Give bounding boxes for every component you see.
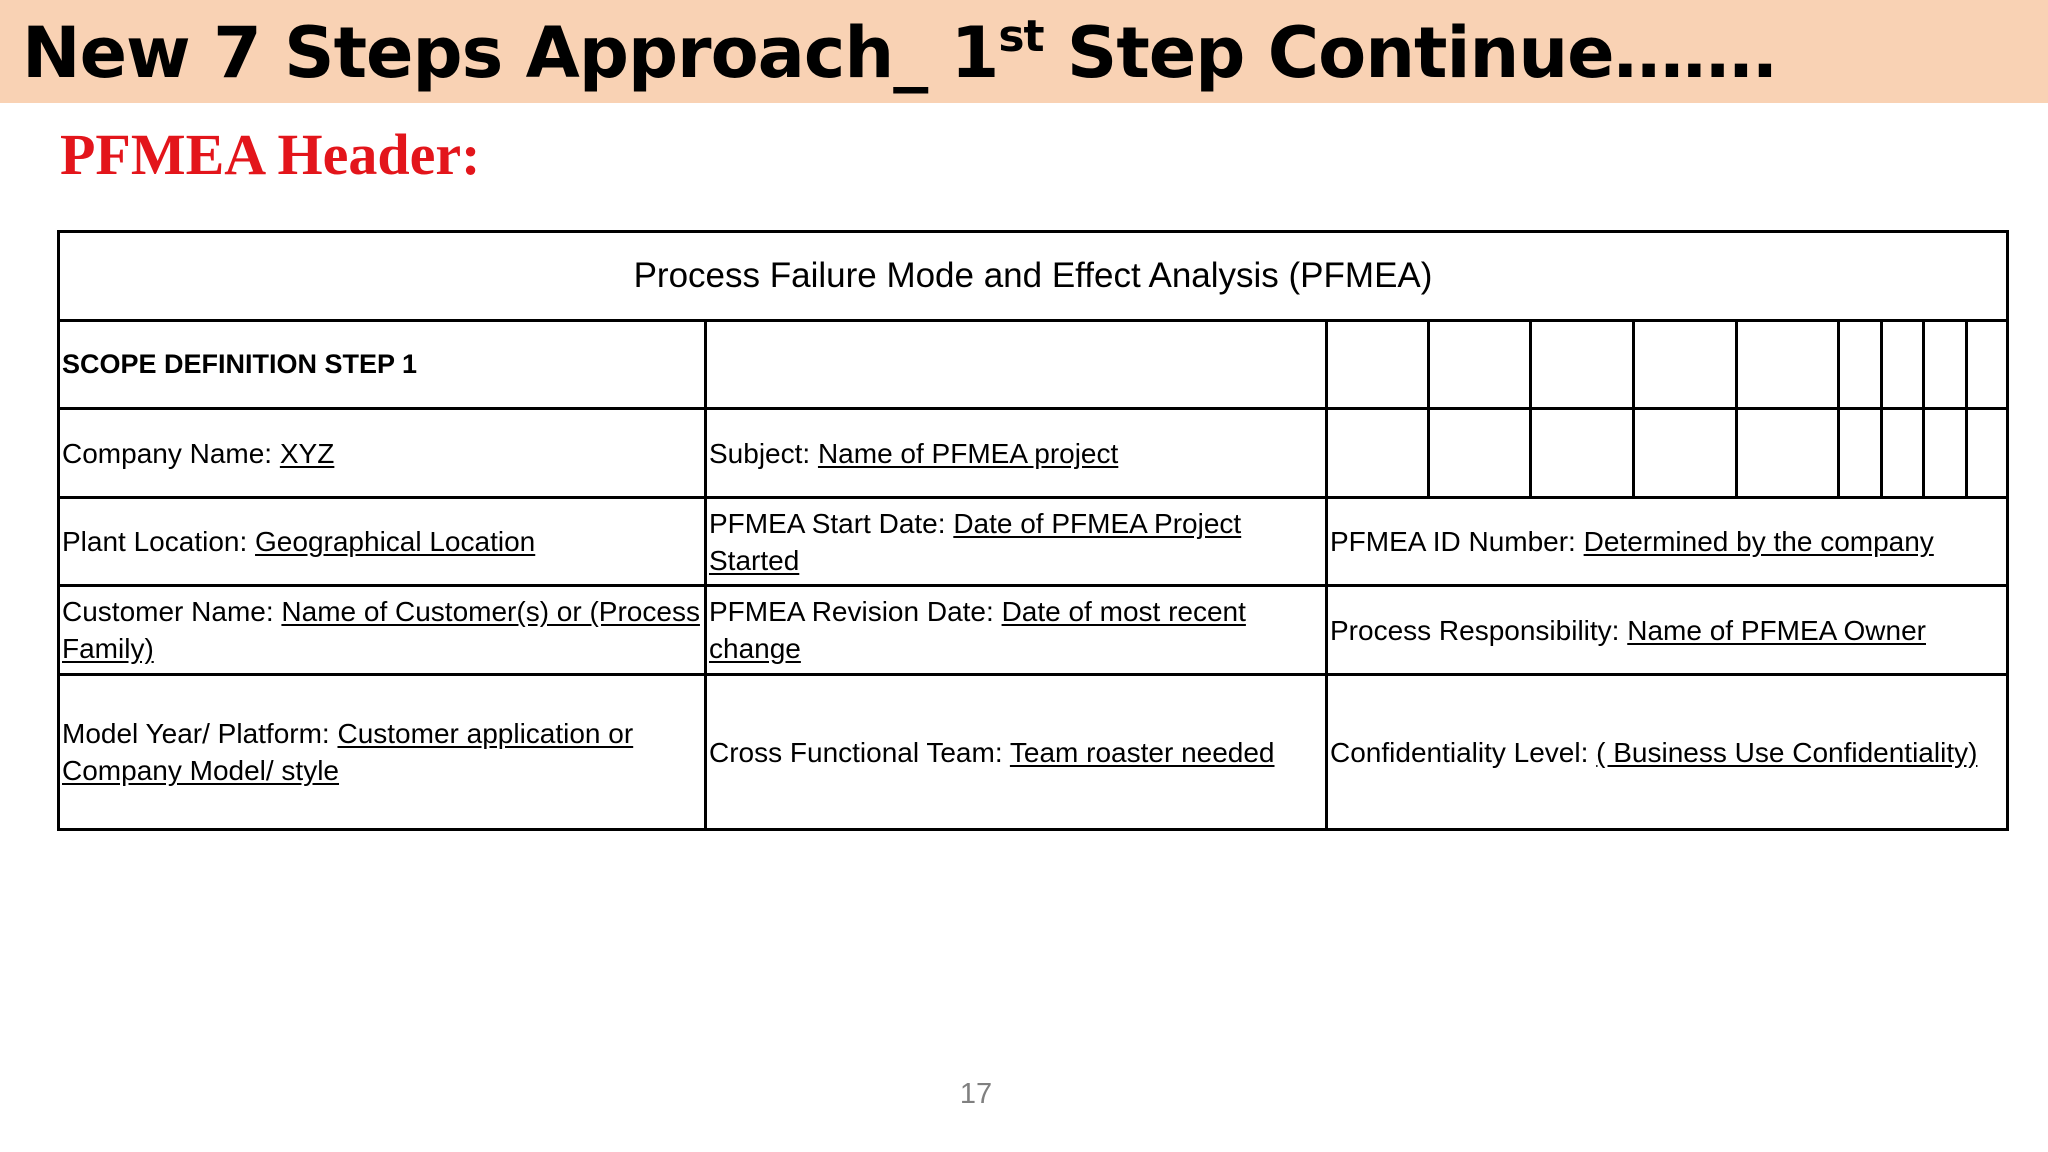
slide-title-main: New 7 Steps Approach_ 1 bbox=[22, 12, 999, 94]
plant-location-value: Geographical Location bbox=[255, 526, 536, 557]
box-divider bbox=[1922, 319, 1925, 499]
slide-title-rest: Step Continue……. bbox=[1043, 12, 1778, 94]
pfmea-id-value: Determined by the company bbox=[1583, 526, 1934, 557]
subject-value: Name of PFMEA project bbox=[817, 437, 1119, 469]
box-divider bbox=[1837, 319, 1840, 499]
section-heading: PFMEA Header: bbox=[60, 122, 481, 187]
box-divider bbox=[1632, 319, 1635, 499]
model-year-value: Customer application or Company Model/ style bbox=[62, 718, 634, 786]
start-date-label: PFMEA Start Date: bbox=[709, 507, 954, 539]
slide-title-superscript: st bbox=[998, 11, 1044, 62]
revision-date-value: Date of most recent change bbox=[709, 596, 1246, 664]
box-divider bbox=[1965, 319, 1968, 499]
cross-functional-team-field bbox=[707, 676, 1325, 828]
revision-date-field bbox=[707, 587, 1325, 673]
customer-name-value: Name of Customer(s) or (Process Family) bbox=[62, 596, 700, 664]
form-banner: Process Failure Mode and Effect Analysis (PFMEA) bbox=[633, 256, 1433, 295]
process-responsibility-label: Process Responsibility: bbox=[1330, 614, 1628, 646]
box-divider bbox=[1427, 319, 1430, 499]
process-responsibility-field bbox=[1328, 587, 2006, 673]
process-responsibility-value: Name of PFMEA Owner bbox=[1627, 614, 1926, 646]
company-name-label: Company Name: bbox=[62, 437, 280, 469]
revision-date-label: PFMEA Revision Date: bbox=[709, 596, 1002, 627]
confidentiality-level-value: ( Business Use Confidentiality) bbox=[1596, 736, 1978, 768]
cross-functional-team-label: Cross Functional Team: bbox=[709, 736, 1010, 768]
company-name-field bbox=[60, 410, 704, 496]
company-name-value: XYZ bbox=[279, 437, 335, 469]
box-divider bbox=[1735, 319, 1738, 499]
start-date-field bbox=[707, 499, 1325, 584]
confidentiality-level-label: Confidentiality Level: bbox=[1330, 736, 1597, 768]
pfmea-id-field bbox=[1328, 499, 2006, 584]
plant-location-field bbox=[60, 499, 704, 584]
scope-definition-label: SCOPE DEFINITION STEP 1 bbox=[62, 349, 418, 379]
cross-functional-team-value: Team roaster needed bbox=[1009, 736, 1275, 768]
title-bar bbox=[0, 0, 2048, 103]
page-number: 17 bbox=[959, 1078, 993, 1110]
model-year-label: Model Year/ Platform: bbox=[62, 718, 338, 749]
pfmea-id-label: PFMEA ID Number: bbox=[1330, 526, 1584, 557]
subject-label: Subject: bbox=[709, 437, 818, 469]
pfmea-header-form bbox=[57, 230, 2009, 831]
model-year-field bbox=[60, 676, 704, 828]
confidentiality-level-field bbox=[1328, 676, 2006, 828]
customer-name-field bbox=[60, 587, 704, 673]
plant-location-label: Plant Location: bbox=[62, 526, 256, 557]
slide-title bbox=[22, 8, 1777, 98]
box-divider bbox=[1880, 319, 1883, 499]
subject-field bbox=[707, 410, 1325, 496]
customer-name-label: Customer Name: bbox=[62, 596, 282, 627]
box-divider bbox=[1529, 319, 1532, 499]
start-date-value: Date of PFMEA Project Started bbox=[709, 507, 1242, 576]
